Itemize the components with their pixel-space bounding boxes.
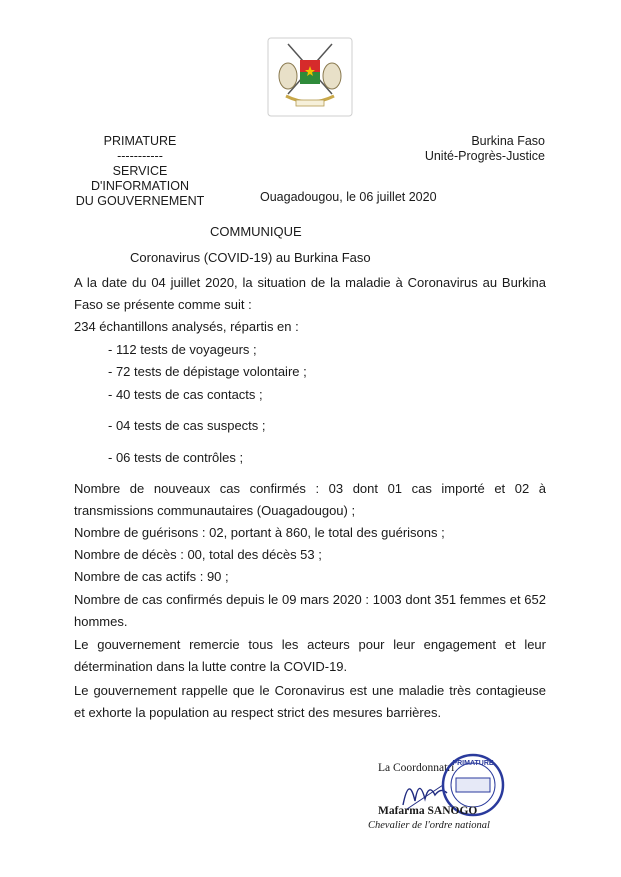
- signatory-title: La Coordonnatri: [378, 762, 455, 774]
- header-left-line: SERVICE D'INFORMATION: [91, 164, 189, 193]
- date-line: Ouagadougou, le 06 juillet 2020: [260, 190, 437, 204]
- stat-active-cases: Nombre de cas actifs : 90 ;: [74, 569, 229, 584]
- document-subtitle: Coronavirus (COVID-19) au Burkina Faso: [130, 250, 371, 265]
- stat-confirmed-total: Nombre de cas confirmés depuis le 09 mars 2020 : 1003 dont 351 femmes et 652 hommes.: [74, 592, 546, 629]
- header-right: [400, 134, 545, 164]
- intro-paragraph: A la date du 04 juillet 2020, la situation de la maladie à Coronavirus au Burkina Faso se présente comme suit :: [74, 275, 546, 312]
- closing-thanks: Le gouvernement remercie tous les acteurs pour leur engagement et leur détermination dans la lutte contre la COVID-19.: [74, 637, 546, 674]
- stat-recoveries: Nombre de guérisons : 02, portant à 860, le total des guérisons ;: [74, 525, 445, 540]
- header-left-line: -----------: [117, 149, 163, 163]
- national-motto: Unité-Progrès-Justice: [424, 149, 545, 163]
- country-name: Burkina Faso: [471, 134, 545, 148]
- test-item: - 72 tests de dépistage volontaire ;: [108, 364, 307, 379]
- test-item: - 06 tests de contrôles ;: [108, 450, 244, 465]
- stat-new-cases: Nombre de nouveaux cas confirmés : 03 dont 01 cas importé et 02 à transmissions communautaires (Ouagadougou) ;: [74, 481, 546, 518]
- test-item: - 112 tests de voyageurs ;: [108, 342, 257, 357]
- samples-heading: 234 échantillons analysés, répartis en :: [74, 319, 299, 334]
- header-left: [70, 134, 210, 209]
- stat-deaths: Nombre de décès : 00, total des décès 53 ;: [74, 547, 322, 562]
- signatory-name: Mafarma SANOGO: [378, 805, 478, 817]
- header-left-line: PRIMATURE: [103, 134, 177, 148]
- closing-reminder: Le gouvernement rappelle que le Coronavirus est une maladie très contagieuse et exhorte la population au respect strict des mesures barrières.: [74, 683, 546, 720]
- header-left-line: DU GOUVERNEMENT: [75, 194, 205, 208]
- coat-of-arms-emblem: [266, 36, 354, 118]
- test-item: - 40 tests de cas contacts ;: [108, 387, 263, 402]
- test-item: - 04 tests de cas suspects ;: [108, 418, 266, 433]
- signatory-distinction: Chevalier de l'ordre national: [368, 820, 490, 831]
- document-title: COMMUNIQUE: [210, 224, 302, 239]
- svg-text:PRIMATURE: PRIMATURE: [452, 760, 494, 767]
